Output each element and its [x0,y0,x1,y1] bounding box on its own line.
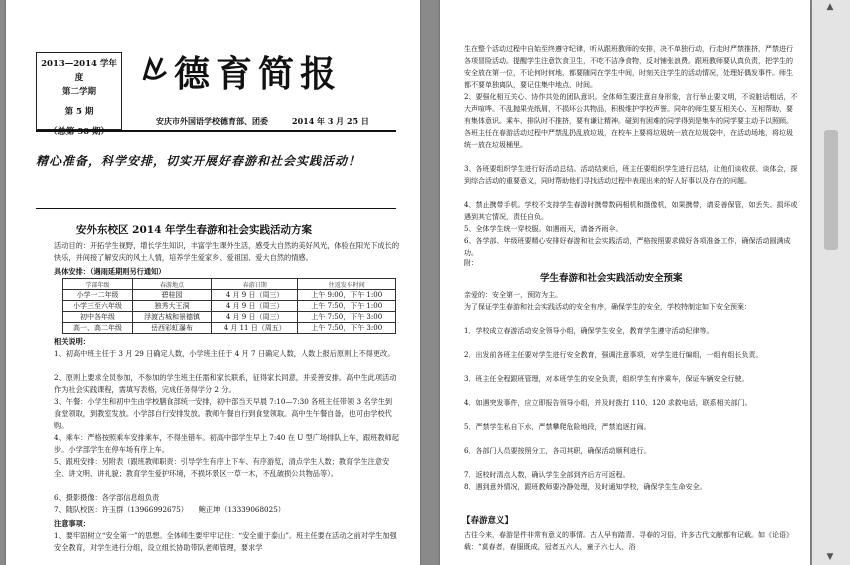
list-item: 3、午餐：小学生和初中生由学校膳食部统一安排，初中部当天早晨 7:10—7:30 各班主任带领 3 名学生到食堂领取，到教室发放。小学部自行安排发放。教师午餐自行到食堂领取。高中生午餐自备，也可由学校代购。 [54,397,393,430]
issue-info-box [36,52,122,137]
requirements-label: 相关说明： [54,337,90,346]
table-row [63,312,396,323]
table-cell: 上午 7:50，下午 3:00 [298,312,396,323]
schedule-table [62,278,396,334]
plan-paragraph: 8．遇到意外情况，跟班教师要冷静处理，及时通知学校，确保学生生命安全。 [464,483,707,491]
plan-paragraph: 为了保证学生春游和社会实践活动的安全有序，确保学生的安全，学校特制定如下安全预案： [464,303,751,311]
list-item: 6、摄影摄像：各学部信息组负责 [54,493,160,502]
table-cell: 上午 7:50，下午 3:00 [298,323,396,334]
table-header: 学部年级 [63,279,133,290]
scroll-down-icon[interactable]: ▼ [826,552,834,562]
table-cell: 上午 7:50，下午 1:00 [298,301,396,312]
issue-number: 第 5 期 [64,107,94,117]
section-heading: 【春游意义】 [462,516,514,526]
table-header: 春游日期 [211,279,297,290]
publish-date: 2014 年 3 月 25 日 [292,116,369,126]
table-cell: 小学三至六年级 [63,301,133,312]
table-row [63,290,396,301]
headline: 精心准备，科学安排，切实开展好春游和社会实践活动！ [36,154,362,168]
document-page-right [440,0,810,565]
paragraph: 4、禁止携带手机。学校不支持学生春游时携带数码相机和摄像机，如果携带，请妥善保管，如丢失、损坏或遇到其它情况，责任自负。 [464,201,798,221]
scroll-thumb[interactable] [824,130,838,250]
document-page-left [6,0,420,565]
plan-paragraph: 4．如遇突发事件，应立即报告领导小组，并及时拨打 110、120 求救电话，联系相关部门。 [464,399,752,407]
schedule-label: 具体安排：（遇雨延期则另行通知） [54,267,166,276]
table-cell: 独秀大王洞 [133,301,212,312]
attachment-label: 附： [464,259,478,267]
masthead-divider [36,130,396,132]
list-item: 5、跟班安排：另附表（跟班教师职责：引导学生有序上下车、有序游览，清点学生人数；教育学生注意安全、讲文明、讲礼貌；教育学生爱护环境，不损坏景区一草一木，不乱破损公共物品等）。 [54,457,390,478]
notice-label: 注意事项： [54,519,90,528]
notice-paragraph: 1、要牢固树立“安全第一”的思想。全体师生要牢牢记住：“安全重于泰山”。班主任要在活动之前对学生加强安全教育，对学生进行分组，设立组长协助带队老师管理，要求学 [54,531,397,552]
semester-text: 第二学期 [61,87,96,97]
term-text: 2013—2014 学年度 [41,59,117,83]
table-cell: 初中各年级 [63,312,133,323]
table-cell: 浮渡古城和景德镇 [133,312,212,323]
school-logo-icon [140,54,170,84]
table-cell: 4 月 9 日（周三） [211,312,297,323]
table-cell: 上午 9:00，下午 1:00 [298,290,396,301]
plan-paragraph: 7．返校时清点人数，确认学生全部到齐后方可返程。 [464,471,630,479]
paragraph: 2、要强化相互关心、协作共处的团队意识。全体师生要注意自身形象，言行举止要文明，不说脏话粗话，不大声喧哗。不乱抛果壳纸屑，不损坏公共物品，积极维护学校声誉。同年的师生要互相关心、互相帮助，要有集体意识。乘车、排队时不推挤，要有谦让精神。碰到有困难的同学得到是集车的同学要主动予以照顾。各班主任在春游活动过程中严禁乱扔乱放垃圾，在校车上要将垃圾统一放在垃圾袋中，在活动场地，将垃圾统一放在垃圾桶里。 [464,93,798,149]
total-issue: （总第 90 期） [48,127,110,137]
publisher-text: 安庆市外国语学校德育部、团委 [156,116,268,126]
list-item: 7、随队校医：许玉群（13966992675） 鲍正坤（13339068025） [54,505,285,514]
list-item: 4、乘车：严格按照乘车安排乘车，不得坐错车。初高中部学生早上 7:40 在 U 型广场排队上车，跟班教师起步。小学部学生在停车场有序上车。 [54,433,399,454]
plan-paragraph: 亲爱的：安全第一，预防为主。 [464,291,562,299]
paragraph: 5、全体学生统一穿校服。如遇雨天，请备齐雨伞。 [464,225,623,233]
table-header: 往返发车时间 [298,279,396,290]
table-cell: 高一、高二年级 [63,323,133,334]
masthead-title: 德育简报 [174,53,343,95]
table-cell: 4 月 9 日（周三） [211,301,297,312]
list-item: 2、原则上要求全员参加，不参加的学生班主任需和家长联系，征得家长同意，并妥善安排。高中生此项活动作为社会实践课程，需填写表格，完成任务得学分 2 分。 [54,373,397,394]
table-row [63,323,396,334]
table-cell: 小学一二年级 [63,290,133,301]
paragraph: 6、各学部、年级班要精心安排好春游和社会实践活动，严格按照要求做好各项准备工作，确保活动圆满成功。 [464,237,791,257]
plan-paragraph: 3．班主任全程跟班管理，对本班学生的安全负责，组织学生有序乘车，保证车辆安全行驶。 [464,375,749,383]
section-title: 安外东校区 2014 年学生春游和社会实践活动方案 [76,224,313,236]
table-row [63,301,396,312]
plan-paragraph: 5．严禁学生私自下水，严禁攀爬危险地段，严禁追逐打闹。 [464,423,651,431]
table-cell: 4 月 11 日（周五） [211,323,297,334]
paragraph: 3、各班要组织学生进行好活动总结。活动结束后，班主任要组织学生进行总结，让他们谈收获、谈体会，探到综合活动的重要意义，同时帮助他们寻找活动过程中表现出来的好人好事以及存在的问题。 [464,165,798,185]
plan-paragraph: 2．出发前各班主任要对学生进行安全教育，强调注意事项，对学生进行编组，一组有组长负责。 [464,351,763,359]
vertical-scrollbar[interactable] [812,0,850,565]
purpose-paragraph: 活动目的：开拓学生视野，增长学生知识，丰富学生课外生活，感受大自然的美好风光，体验在阳光下成长的快乐，并间接了解安庆的风土人情，培养学生爱家乡、爱祖国、爱大自然的情感。 [54,241,400,262]
table-cell: 碧桂园 [133,290,212,301]
paragraph: 生在整个活动过程中自始至终遵守纪律，听从跟班教师的安排，决不单独行动，行走时严禁推挤，严禁进行各项冒险活动。提醒学生注意饮食卫生，不吃不洁净食物，反对铺张浪费。跟班教师要认真负责，把学生的安全放在第一位，不论何时何地，都要随同在学生中间，时刻关注学生的活动情况，处理好偶发事件。师生都不要单独离队，要记住集中地点、时间。 [464,45,793,89]
paragraph: 古往今来，春游是件非常有意义的事情。古人早有踏青、寻春的习俗，许多古代文献都有记载。如《论语》载：“莫春者，春服既成，冠者五六人，童子六七人，浴 [464,531,793,551]
table-cell: 岳西彩虹瀑布 [133,323,212,334]
plan-paragraph: 1．学校成立春游活动安全领导小组，确保学生安全，教育学生遵守活动纪律等。 [464,327,714,335]
scroll-up-icon[interactable]: ▲ [826,2,834,12]
headline-divider [36,208,396,209]
table-cell: 4 月 9 日（周三） [211,290,297,301]
plan-paragraph: 6．各部门人员要按照分工，各司其职，确保活动顺利进行。 [464,447,651,455]
table-header-row [63,279,396,290]
plan-title: 学生春游和社会实践活动安全预案 [540,273,683,284]
list-item: 1、初高中班主任于 3 月 29 日确定人数，小学班主任于 4 月 7 日确定人数，人数上报后原则上不得更改。 [54,349,395,358]
table-header: 春游地点 [133,279,212,290]
